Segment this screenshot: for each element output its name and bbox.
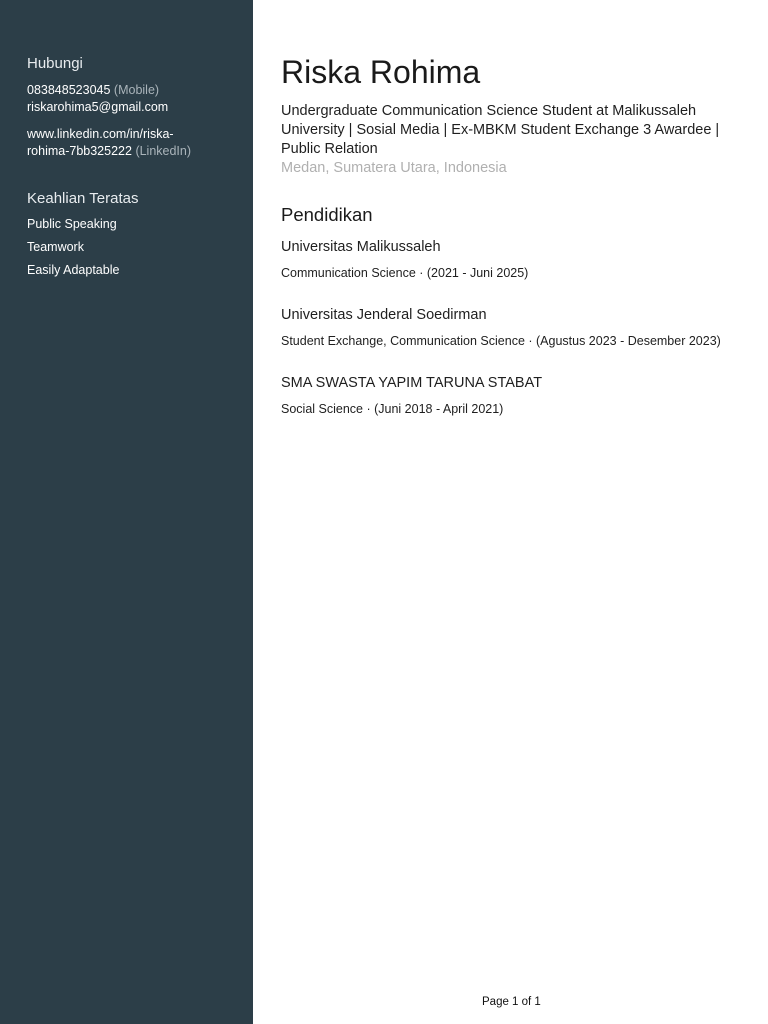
education-heading: Pendidikan [281,204,373,225]
skill-item: Public Speaking [27,217,117,231]
phone-type: (Mobile) [113,83,160,97]
skill-item: Teamwork [27,240,84,254]
person-name: Riska Rohima [281,54,481,90]
linkedin-line2 [27,143,243,160]
education-entry [281,306,740,352]
headline: Undergraduate Communication Science Student at Malikussaleh University | Sosial Media | Ex-MBKM Student Exchange 3 Awardee | Public Relation [281,103,720,157]
contact-linkedin [27,126,243,160]
contact-heading: Hubungi [27,55,83,72]
education-detail: Social Science · (Juni 2018 - April 2021) [281,402,504,416]
location: Medan, Sumatera Utara, Indonesia [281,160,507,176]
school-name: SMA SWASTA YAPIM TARUNA STABAT [281,375,543,391]
sidebar [0,0,253,1024]
education-detail: Student Exchange, Communication Science · (Agustus 2023 - Desember 2023) [281,334,721,348]
contact-phone-email [27,82,243,116]
email-link[interactable]: riskarohima5@gmail.com [27,100,169,114]
school-name: Universitas Malikussaleh [281,239,441,255]
school-name: Universitas Jenderal Soedirman [281,307,487,323]
phone-number[interactable]: 083848523045 [27,83,111,97]
main-content [253,0,768,1024]
linkedin-type: (LinkedIn) [135,144,192,158]
education-entry [281,374,740,420]
education-entry [281,238,740,284]
skills-heading: Keahlian Teratas [27,190,139,207]
linkedin-link-line2[interactable]: rohima-7bb325222 [27,144,132,158]
linkedin-link-line1[interactable]: www.linkedin.com/in/riska- [27,127,174,141]
education-detail: Communication Science · (2021 - Juni 2025) [281,266,529,280]
phone-line [27,82,243,99]
page-number: Page 1 of 1 [482,996,541,1008]
skill-item: Easily Adaptable [27,263,120,277]
